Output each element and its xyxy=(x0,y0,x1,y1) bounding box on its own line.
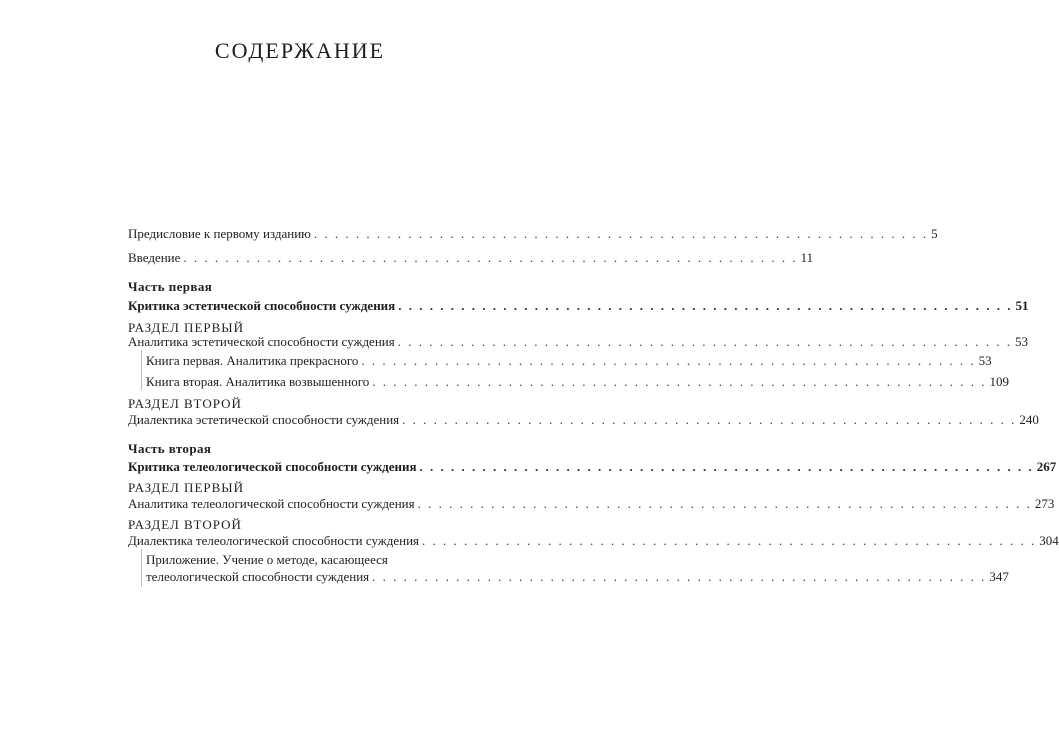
toc-entry-page: 347 xyxy=(989,569,1009,584)
leader-dots: . . . . . . . . . . . . . . . . . . . . . . . . . . . . . . . . . . . . . . . . . . . . . . . . . . . . . . . . . . . xyxy=(313,226,929,241)
toc-entry-aesthetic-analytic[interactable] xyxy=(128,334,1028,350)
toc-entry-introduction[interactable] xyxy=(128,250,814,266)
leader-dots: . . . . . . . . . . . . . . . . . . . . . . . . . . . . . . . . . . . . . . . . . . . . . . . . . . . . . . . . . . . xyxy=(372,374,987,389)
toc-entry-appendix[interactable] xyxy=(146,569,1009,585)
part-heading: Часть первая xyxy=(128,279,213,294)
leader-dots: . . . . . . . . . . . . . . . . . . . . . . . . . . . . . . . . . . . . . . . . . . . . . . . . . . . . . . . . . . . xyxy=(419,459,1034,474)
toc-entry-page: 304 xyxy=(1039,533,1059,548)
toc-entry-appendix-line1[interactable]: Приложение. Учение о методе, касающееся xyxy=(146,552,388,567)
section-heading: РАЗДЕЛ ВТОРОЙ xyxy=(128,396,242,411)
toc-entry-page: 5 xyxy=(931,226,938,241)
toc-entry-label: Аналитика телеологической способности суждения xyxy=(128,496,415,511)
toc-entry-page: 53 xyxy=(1014,334,1028,349)
toc-entry-page: 51 xyxy=(1015,298,1029,313)
toc-entry-page: 53 xyxy=(978,353,992,368)
toc-entry-page: 11 xyxy=(800,250,814,265)
toc-entry-page: 240 xyxy=(1019,412,1039,427)
toc-entry-aesthetic-dialectic[interactable] xyxy=(128,412,1039,428)
indent-rule xyxy=(141,549,142,587)
leader-dots: . . . . . . . . . . . . . . . . . . . . . . . . . . . . . . . . . . . . . . . . . . . . . . . . . . . . . . . . . . . xyxy=(402,412,1017,427)
toc-entry-teleological-dialectic[interactable] xyxy=(128,533,1059,549)
section-heading: РАЗДЕЛ ПЕРВЫЙ xyxy=(128,320,245,335)
leader-dots: . . . . . . . . . . . . . . . . . . . . . . . . . . . . . . . . . . . . . . . . . . . . . . . . . . . . . . . . . . . xyxy=(183,250,798,265)
toc-entry-preface[interactable] xyxy=(128,226,938,242)
page-title: СОДЕРЖАНИЕ xyxy=(214,38,386,63)
toc-entry-page: 267 xyxy=(1036,459,1057,474)
leader-dots: . . . . . . . . . . . . . . . . . . . . . . . . . . . . . . . . . . . . . . . . . . . . . . . . . . . . . . . . . . . xyxy=(398,298,1013,313)
toc-entry-label: Книга первая. Аналитика прекрасного xyxy=(146,353,359,368)
toc-entry-book2[interactable] xyxy=(146,374,1009,390)
toc-entry-page: 273 xyxy=(1034,496,1055,511)
leader-dots: . . . . . . . . . . . . . . . . . . . . . . . . . . . . . . . . . . . . . . . . . . . . . . . . . . . . . . . . . . . xyxy=(361,353,976,368)
toc-entry-book1[interactable] xyxy=(146,353,992,369)
leader-dots: . . . . . . . . . . . . . . . . . . . . . . . . . . . . . . . . . . . . . . . . . . . . . . . . . . . . . . . . . . . xyxy=(417,496,1032,511)
section-heading: РАЗДЕЛ ПЕРВЫЙ xyxy=(128,480,245,495)
toc-entry-label: Предисловие к первому изданию xyxy=(128,226,311,241)
toc-entry-label: Диалектика телеологической способности суждения xyxy=(128,533,420,548)
toc-entry-label: телеологической способности суждения xyxy=(146,569,370,584)
toc-entry-part1-title[interactable] xyxy=(128,298,1029,314)
toc-entry-label: Критика телеологической способности суждения xyxy=(128,459,417,474)
leader-dots: . . . . . . . . . . . . . . . . . . . . . . . . . . . . . . . . . . . . . . . . . . . . . . . . . . . . . . . . . . . xyxy=(397,334,1012,349)
leader-dots: . . . . . . . . . . . . . . . . . . . . . . . . . . . . . . . . . . . . . . . . . . . . . . . . . . . . . . . . . . . xyxy=(422,533,1037,548)
toc-entry-teleological-analytic[interactable] xyxy=(128,496,1055,512)
toc-entry-label: Диалектика эстетической способности суждения xyxy=(128,412,400,427)
part-heading: Часть вторая xyxy=(128,441,212,456)
indent-rule xyxy=(141,350,142,390)
toc-entry-label: Книга вторая. Аналитика возвышенного xyxy=(146,374,370,389)
toc-entry-part2-title[interactable] xyxy=(128,459,1057,475)
toc-entry-label: Критика эстетической способности суждения xyxy=(128,298,396,313)
toc-entry-label: Введение xyxy=(128,250,181,265)
toc-entry-page: 109 xyxy=(989,374,1009,389)
section-heading: РАЗДЕЛ ВТОРОЙ xyxy=(128,517,242,532)
leader-dots: . . . . . . . . . . . . . . . . . . . . . . . . . . . . . . . . . . . . . . . . . . . . . . . . . . . . . . . . . . . xyxy=(372,569,987,584)
toc-entry-label: Аналитика эстетической способности суждения xyxy=(128,334,395,349)
